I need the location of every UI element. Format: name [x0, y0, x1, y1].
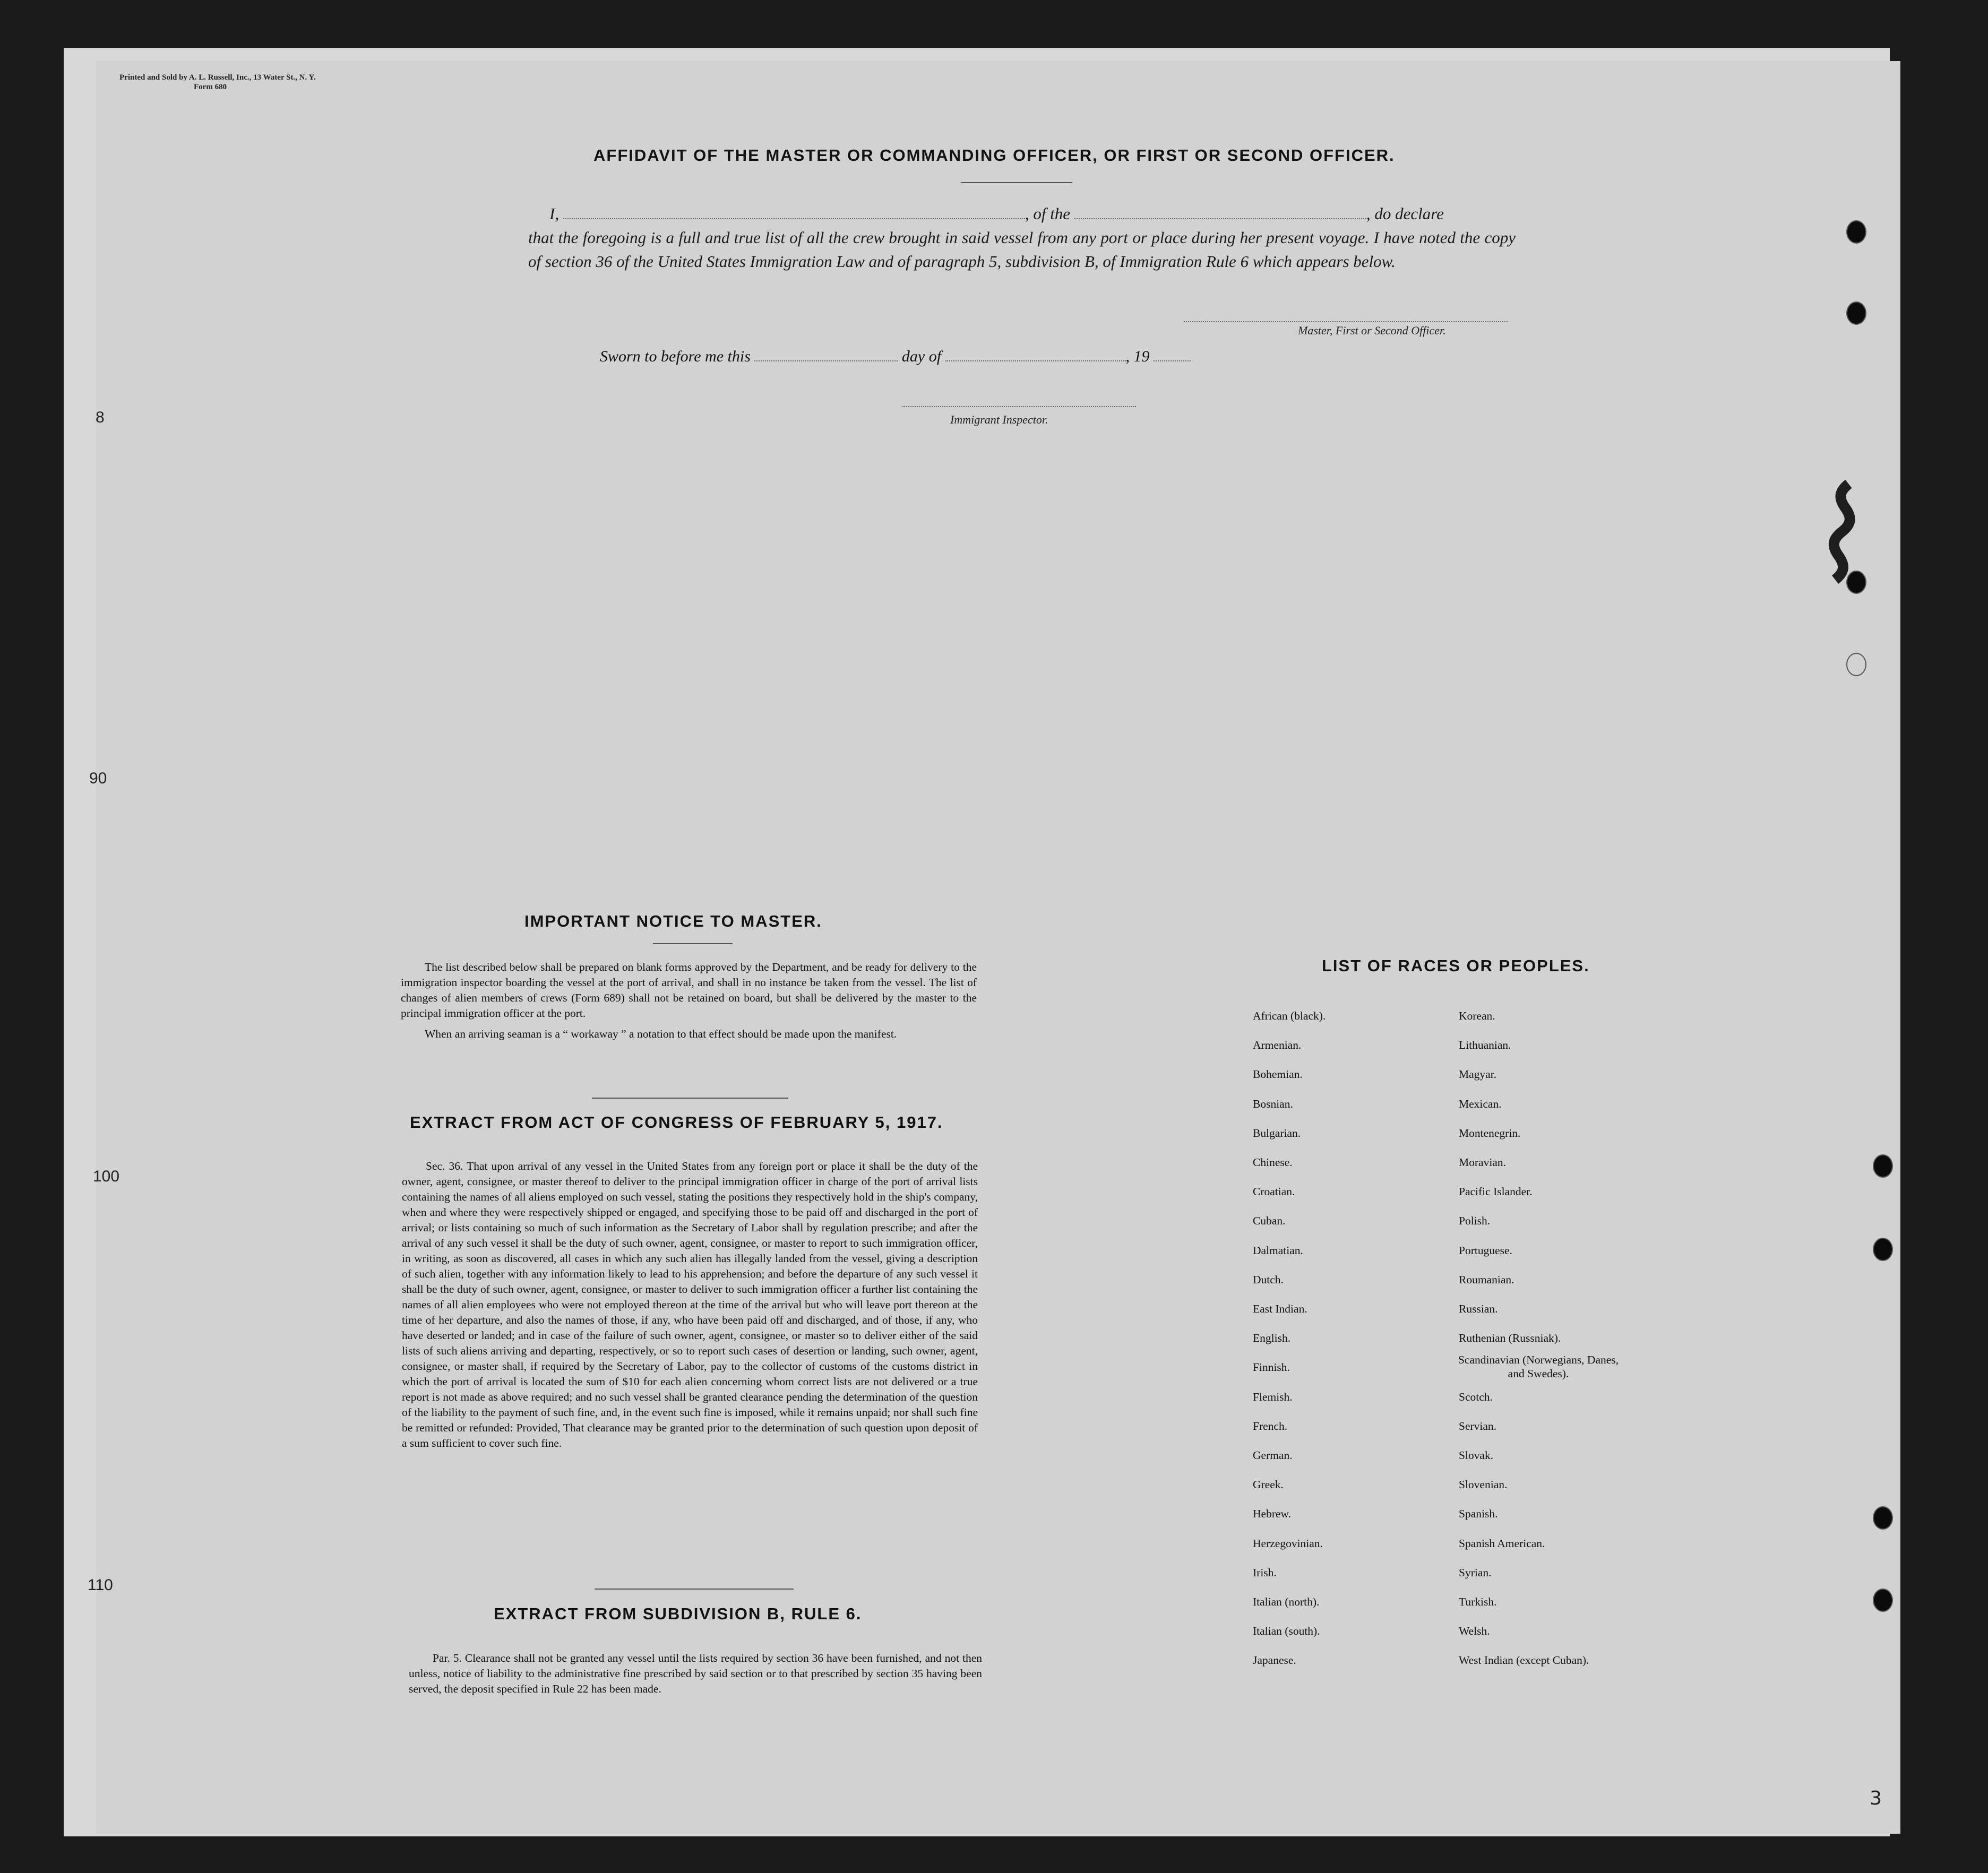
- sworn-line: [600, 348, 1191, 366]
- notice-paragraph-2: When an arriving seaman is a “ workaway ” a notation to that effect should be made upon the manifest.: [425, 1028, 897, 1040]
- notice-title: IMPORTANT NOTICE TO MASTER.: [524, 912, 822, 930]
- punch-hole-icon: [1873, 1506, 1893, 1530]
- section-divider: [595, 1589, 794, 1590]
- extract-rule-text: Par. 5. Clearance shall not be granted any vessel until the lists required by section 36 have been furnished, and not then unless, notice of liability to the administrative fine prescribed by said section or to that prescribed by section 35 having been served, the deposit specified in Rule 22 has been made.: [409, 1652, 982, 1695]
- form-number: Form 680: [194, 83, 227, 91]
- race-item: Croatian.: [1253, 1185, 1295, 1198]
- race-item: Chinese.: [1253, 1156, 1293, 1169]
- punch-hole-icon: [1873, 1589, 1893, 1612]
- sworn-month-field[interactable]: [945, 360, 1126, 361]
- race-item: Russian.: [1459, 1302, 1498, 1316]
- vessel-name-field[interactable]: [1074, 218, 1366, 219]
- page-number: 3: [1870, 1788, 1882, 1809]
- race-item: African (black).: [1253, 1009, 1326, 1022]
- declaration-text: that the foregoing is a full and true list of all the crew brought in said vessel from any port or place during her present voyage. I have noted the copy of section 36 of the United States Immigration Law and of paragraph 5, subdivision B, of Immigration Rule 6 which appears below.: [528, 228, 1516, 271]
- races-left-column: [1253, 1002, 1326, 1676]
- affidavit-body: [528, 202, 1516, 273]
- declare-suffix: , do declare: [1366, 204, 1444, 223]
- sworn-year-prefix: , 19: [1125, 348, 1150, 365]
- section-divider: [592, 1098, 788, 1099]
- declarant-name-field[interactable]: [563, 218, 1025, 219]
- race-item: West Indian (except Cuban).: [1459, 1654, 1589, 1667]
- notice-divider: [653, 943, 733, 944]
- races-right-column: [1459, 1002, 1634, 1676]
- handwritten-mark-icon: ⌇: [1800, 458, 1883, 614]
- bleed-through-text: [319, 470, 1805, 682]
- officer-signature-label: Master, First or Second Officer.: [1298, 324, 1446, 337]
- declarant-prefix: I,: [549, 204, 560, 223]
- race-item: Turkish.: [1459, 1595, 1497, 1609]
- race-item: Roumanian.: [1459, 1273, 1514, 1286]
- race-item: Slovak.: [1459, 1449, 1494, 1462]
- notice-paragraph-1: The list described below shall be prepared on blank forms approved by the Department, and be ready for delivery to the immigration inspector boarding the vessel at the port of arrival, and shall in no instance be taken from the vessel. The list of changes of alien members of crews (Form 689) shall not be retained on board, but shall be delivered by the master to the principal immigration officer at the port.: [401, 961, 977, 1020]
- race-item: Finnish.: [1253, 1361, 1290, 1374]
- sworn-prefix: Sworn to before me this: [600, 348, 751, 365]
- extract-act-text: Sec. 36. That upon arrival of any vessel in the United States from any foreign port or place it shall be the duty of the owner, agent, consignee, or master thereof to deliver to the principal immigration officer in charge of the port of arrival lists containing the names of all aliens employed on such vessel, stating the positions they respectively hold in the ship's company, when and where they were respectively shipped or engaged, and specifying those to be paid off and discharged in the port of arrival; or lists containing so much of such information as the Secretary of Labor shall by regulation prescribe; and after the arrival of any such vessel it shall be the duty of such owner, agent, consignee, or master to report to such immigration officer, in writing, as soon as discovered, all cases in which any such alien has illegally landed from the vessel, giving a description of such alien, together with any information likely to lead to his apprehension; and before the departure of any such vessel it shall be the duty of such owner, agent, consignee, or master to deliver to such immigration officer a further list containing the names of all alien employees who were not employed thereon at the time of the arrival but who will leave port thereon at the time of her departure, and also the names of those, if any, who have been paid off and discharged, and of those, if any, who have deserted or landed; and in case of the failure of such owner, agent, consignee, or master so to deliver either of the said lists of such aliens arriving and departing, respectively, or so to report such cases of desertion or landing, such owner, agent, consignee, or master shall, if required by the Secretary of Labor, pay to the collector of customs of the customs district in which the port of arrival is located the sum of $10 for each alien concerning whom correct lists are not delivered or a true report is not made as above required; and no such vessel shall be granted clearance pending the determination of the question of the liability to the payment of such fine, and, in the event such fine is imposed, while it remains unpaid; nor shall such fine be remitted or refunded: Provided, That clearance may be granted prior to the determination of such question upon deposit of a sum sufficient to cover such fine.: [402, 1160, 978, 1449]
- race-item: Korean.: [1459, 1009, 1495, 1022]
- sworn-day-field[interactable]: [754, 360, 898, 361]
- sworn-day-of: day of: [901, 348, 942, 365]
- race-item: Lithuanian.: [1459, 1039, 1511, 1052]
- race-item: Japanese.: [1253, 1654, 1296, 1667]
- race-item: Ruthenian (Russniak).: [1459, 1332, 1561, 1345]
- punch-hole-icon: [1873, 1154, 1893, 1178]
- margin-number: 100: [93, 1168, 120, 1185]
- race-item: Magyar.: [1459, 1068, 1497, 1081]
- extract-act-title: EXTRACT FROM ACT OF CONGRESS OF FEBRUARY 5, 1917.: [410, 1113, 943, 1132]
- race-item: Armenian.: [1253, 1039, 1302, 1052]
- punch-hole-icon: [1873, 1238, 1893, 1261]
- inspector-signature-field[interactable]: [902, 406, 1136, 407]
- officer-signature-field[interactable]: [1184, 321, 1508, 322]
- race-item: Italian (north).: [1253, 1595, 1320, 1609]
- race-item: German.: [1253, 1449, 1293, 1462]
- extract-rule-title: EXTRACT FROM SUBDIVISION B, RULE 6.: [494, 1604, 862, 1623]
- declaration-line: [528, 202, 1516, 226]
- affidavit-title: AFFIDAVIT OF THE MASTER OR COMMANDING OFFICER, OR FIRST OR SECOND OFFICER.: [593, 146, 1395, 165]
- race-item: Polish.: [1459, 1214, 1491, 1228]
- race-item: Herzegovinian.: [1253, 1537, 1323, 1550]
- margin-number: 110: [88, 1576, 113, 1594]
- race-item: Mexican.: [1459, 1097, 1502, 1110]
- punch-hole-icon: [1846, 301, 1866, 325]
- vessel-prefix: , of the: [1025, 204, 1071, 223]
- race-item: Bulgarian.: [1253, 1126, 1301, 1140]
- race-item: Irish.: [1253, 1566, 1277, 1579]
- race-item: Slovenian.: [1459, 1478, 1508, 1491]
- notice-body: [401, 960, 977, 1047]
- race-item: Moravian.: [1459, 1156, 1506, 1169]
- race-item: Spanish American.: [1459, 1537, 1545, 1550]
- race-item: Scandinavian (Norwegians, Danes, and Swedes).: [1458, 1353, 1619, 1380]
- race-item: French.: [1253, 1419, 1288, 1432]
- printer-imprint: [119, 73, 316, 92]
- race-item: East Indian.: [1253, 1302, 1307, 1316]
- race-item: Dutch.: [1253, 1273, 1284, 1286]
- race-item: Spanish.: [1459, 1507, 1498, 1521]
- race-item: Dalmatian.: [1253, 1244, 1303, 1257]
- race-item: Bosnian.: [1253, 1097, 1293, 1110]
- race-item: Hebrew.: [1253, 1507, 1292, 1521]
- race-item: Flemish.: [1253, 1390, 1293, 1403]
- race-item: Bohemian.: [1253, 1068, 1303, 1081]
- title-divider: [961, 182, 1072, 183]
- punch-hole-icon: [1846, 653, 1866, 676]
- race-item: Portuguese.: [1459, 1244, 1512, 1257]
- race-item: Montenegrin.: [1459, 1126, 1521, 1140]
- race-item: Cuban.: [1253, 1214, 1286, 1228]
- race-item: Italian (south).: [1253, 1625, 1320, 1638]
- sworn-year-field[interactable]: [1154, 360, 1191, 361]
- printer-line: Printed and Sold by A. L. Russell, Inc., 13 Water St., N. Y.: [119, 73, 316, 82]
- race-item: Welsh.: [1459, 1625, 1490, 1638]
- races-title: LIST OF RACES OR PEOPLES.: [1322, 956, 1590, 975]
- margin-number: 90: [89, 770, 107, 787]
- margin-number: 8: [96, 409, 105, 426]
- race-item: Greek.: [1253, 1478, 1284, 1491]
- punch-hole-icon: [1846, 220, 1866, 244]
- race-item: Syrian.: [1459, 1566, 1492, 1579]
- inspector-label: Immigrant Inspector.: [950, 413, 1048, 426]
- race-item: Pacific Islander.: [1459, 1185, 1533, 1198]
- race-item: Servian.: [1459, 1419, 1497, 1432]
- race-item: English.: [1253, 1332, 1291, 1345]
- race-item: Scotch.: [1459, 1390, 1493, 1403]
